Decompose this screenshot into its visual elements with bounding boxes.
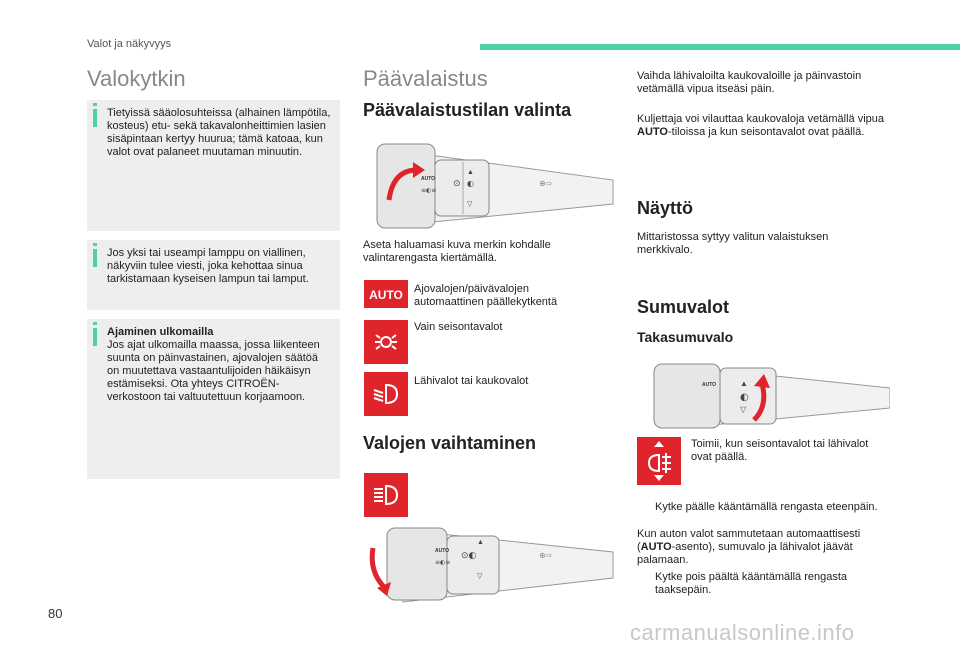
svg-text:◐: ◐ [467,179,474,188]
note-box-abroad [87,319,340,479]
display-heading: Näyttö [637,198,694,218]
fog-off-bullet: Kytke pois päältä kääntämällä rengasta taaksepäin. [655,571,848,596]
paavalaistus-title: Päävalaistus [363,66,488,91]
fog-stalk-auto-label: AUTO [702,382,717,388]
page-number: 80 [48,606,63,621]
svg-text:◐: ◐ [740,392,749,403]
mode-position-label: Vain seisontavalot [414,321,503,333]
svg-text:AUTO: AUTO [421,176,436,182]
header-accent-bar [480,44,960,50]
beam-switch-text: Vaihda lähivaloilta kaukovaloille ja päinvastoin vetämällä vipua itseäsi päin. [637,70,862,95]
fog-heading: Sumuvalot [637,297,730,317]
info-icon [93,249,97,267]
note-text: Jos yksi tai useampi lamppu on viallinen, näkyviin tulee viesti, joka kehottaa sinua tarkistamaan kyseisen lampun tai lamput. [107,247,309,285]
svg-text:▲: ▲ [467,169,474,176]
stalk-auto-label: AUTO [435,548,450,554]
fog-on-bullet: Kytke päälle kääntämällä rengasta eteenpäin. [655,501,878,513]
svg-text:⊙: ⊙ [453,179,461,189]
note-heading: Ajaminen ulkomailla [107,326,214,338]
fog-auto-text: Kun auton valot sammutetaan automaattisesti (AUTO-asento), sumuvalo ja lähivalot jäävät palamaan. [637,528,861,566]
svg-text:⊕⇨: ⊕⇨ [539,179,553,188]
position-lights-icon [364,320,408,364]
light-stalk-pull-illustration [363,522,618,614]
rear-fog-condition-text: Toimii, kun seisontavalot tai lähivalot ovat päällä. [691,438,869,463]
svg-text:▽: ▽ [477,573,483,580]
note-box-lamp-fault [87,240,340,310]
info-icon [93,109,97,127]
info-icon [93,328,97,346]
svg-text:▽: ▽ [467,201,473,208]
valokytkin-title: Valokytkin [87,66,186,91]
flash-text: Kuljettaja voi vilauttaa kaukovaloja vetämällä vipua AUTO-tiloissa ja kun seisontavalot ovat päällä. [637,113,885,138]
svg-text:▲: ▲ [740,379,748,388]
watermark: carmanualsonline.info [630,620,855,645]
rear-fog-icon [637,437,681,485]
svg-text:▲: ▲ [477,539,484,546]
svg-text:⊙◐: ⊙◐ [461,551,477,561]
main-beam-icon [364,473,408,517]
display-text: Mittaristossa syttyy valitun valaistuksen merkkivalo. [637,231,829,256]
light-stalk-illustration [363,140,618,232]
dipped-beam-icon [364,372,408,416]
mode-selection-heading: Päävalaistustilan valinta [363,100,572,120]
note-text [107,326,332,404]
auto-icon [364,280,408,308]
mode-dipped-label: Lähivalot tai kaukovalot [414,375,529,387]
mode-intro-text: Aseta haluamasi kuva merkin kohdalle valintarengasta kiertämällä. [363,239,551,264]
fog-stalk-illustration [650,360,890,432]
note-text: Tietyissä sääolosuhteissa (alhainen lämpötila, kosteus) etu- sekä takavalonheittimien lasien sisäpintaan kertyy huurua; tämä katoaa, kun valot ovat palaneet muutaman minuutin. [107,107,331,158]
rear-fog-heading: Takasumuvalo [637,329,734,345]
svg-text:⊕⇨: ⊕⇨ [539,551,553,560]
svg-text:▽: ▽ [740,405,747,414]
note-box-condensation [87,100,340,231]
svg-text:≡◐≡: ≡◐≡ [421,187,437,194]
section-title: Valot ja näkyvyys [87,38,172,50]
switching-heading: Valojen vaihtaminen [363,433,537,453]
auto-icon-text: AUTO [369,288,403,302]
mode-auto-label: Ajovalojen/päivävalojen automaattinen päällekytkentä [414,283,558,308]
note-body: Jos ajat ulkomailla maassa, jossa liikenteen suunta on päinvastainen, ajovalojen säätöä on muutettava vastaantulijoiden häikäisyn estämiseksi. Ota yhteys CITROËN-verkostoon tai valtuutettuun korjaamoon. [107,339,320,403]
svg-text:≡◐≡: ≡◐≡ [435,559,451,566]
